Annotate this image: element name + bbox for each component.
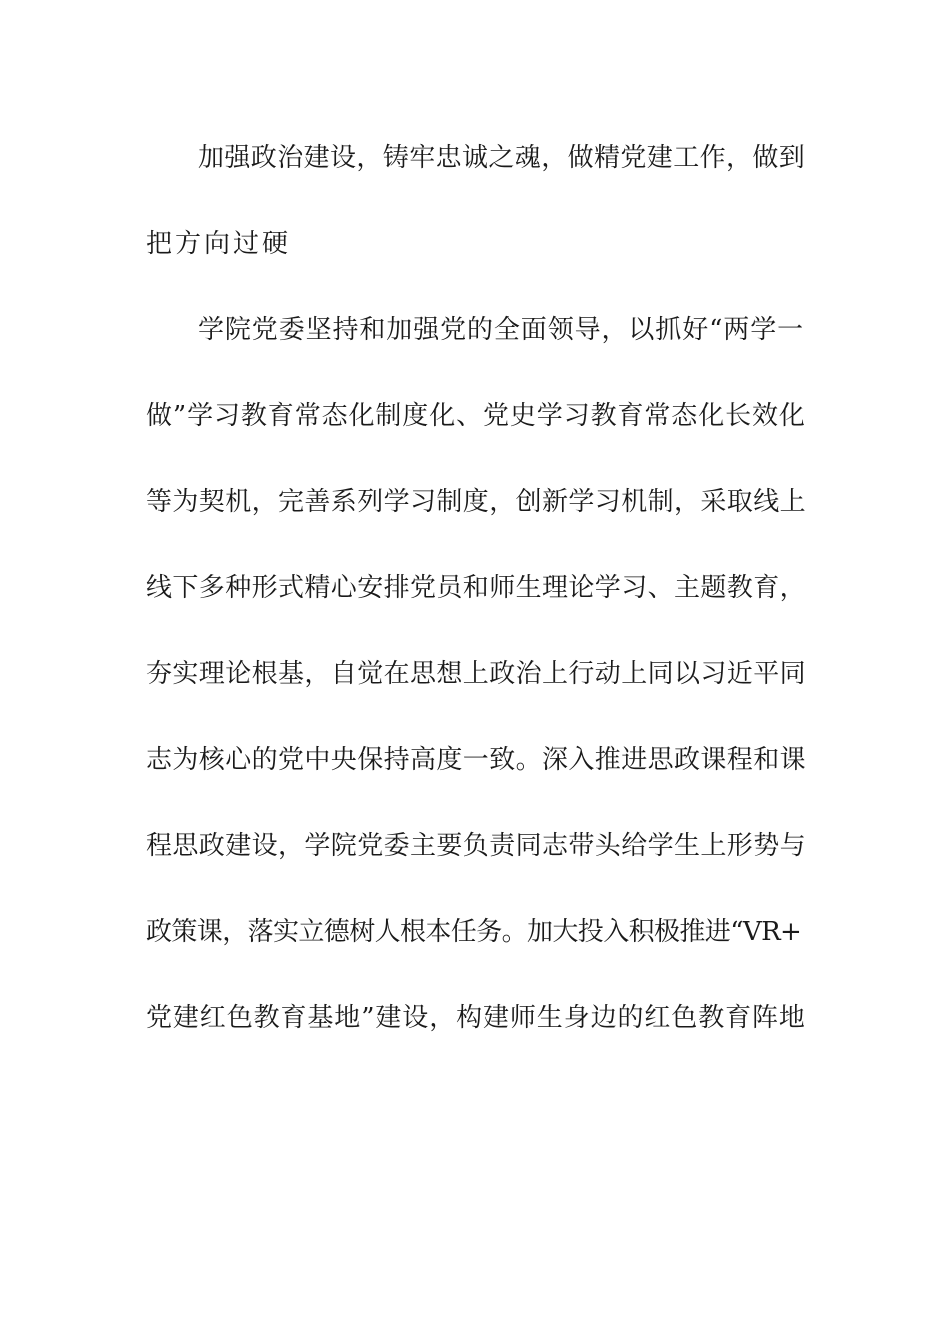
paragraph-line-6: 志为核心的党中央保持高度一致。深入推进思政课程和课 xyxy=(146,745,807,775)
paragraph-line-1: 学院党委坚持和加强党的全面领导，以抓好“两学一 xyxy=(198,315,804,345)
paragraph-line-4: 线下多种形式精心安排党员和师生理论学习、主题教育， xyxy=(146,573,807,603)
paragraph-line-9: 党建红色教育基地”建设，构建师生身边的红色教育阵地 xyxy=(146,1003,806,1033)
paragraph-line-7: 程思政建设，学院党委主要负责同志带头给学生上形势与 xyxy=(146,831,807,861)
paragraph-line-2: 做”学习教育常态化制度化、党史学习教育常态化长效化 xyxy=(146,401,806,431)
heading-line-1: 加强政治建设，铸牢忠诚之魂，做精党建工作，做到 xyxy=(198,143,806,173)
paragraph-line-5: 夯实理论根基，自觉在思想上政治上行动上同以习近平同 xyxy=(146,659,807,689)
paragraph-line-3: 等为契机，完善系列学习制度，创新学习机制，采取线上 xyxy=(146,487,807,517)
heading-line-2: 把方向过硬 xyxy=(146,229,292,259)
paragraph-line-8: 政策课，落实立德树人根本任务。加大投入积极推进“VR+ xyxy=(146,917,802,947)
